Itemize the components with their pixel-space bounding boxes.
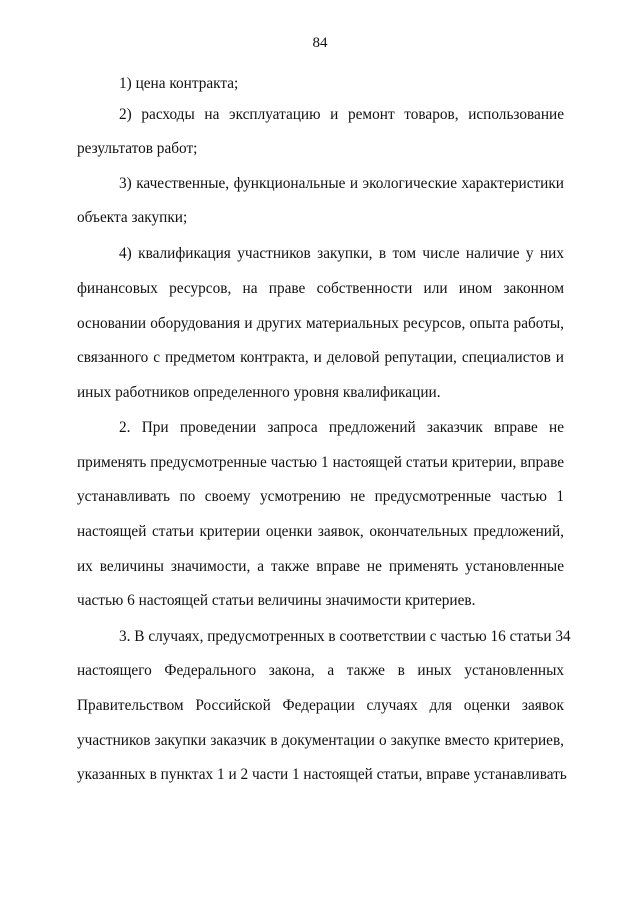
text-line: объекта закупки; [77,209,188,226]
text-line: настоящей статьи критерии оценки заявок, окончательных предложений, [77,523,564,540]
text-line: 2. При проведении запроса предложений заказчик вправе не [119,419,564,436]
page-number: 84 [312,35,328,51]
text-line: иных работников определенного уровня квалификации. [77,384,441,401]
text-line: настоящего Федерального закона, а также в иных установленных [77,662,564,679]
text-line: их величины значимости, а также вправе не применять установленные [77,558,564,575]
text-line: 3) качественные, функциональные и экологические характеристики [119,175,564,192]
text-line: устанавливать по своему усмотрению не предусмотренные частью 1 [77,488,564,505]
text-line: основании оборудования и других материальных ресурсов, опыта работы, [77,315,564,332]
text-line: 1) цена контракта; [119,75,239,92]
text-line: применять предусмотренные частью 1 настоящей статьи критерии, вправе [77,454,564,471]
text-line: связанного с предметом контракта, и деловой репутации, специалистов и [77,349,564,366]
text-line: финансовых ресурсов, на праве собственности или ином законном [77,280,564,297]
text-line: Правительством Российской Федерации случаях для оценки заявок [77,697,564,714]
text-line: участников закупки заказчик в документации о закупке вместо критериев, [77,732,564,749]
text-line: частью 6 настоящей статьи величины значимости критериев. [77,592,476,609]
text-line: результатов работ; [77,140,198,157]
text-line: указанных в пунктах 1 и 2 части 1 настоящей статьи, вправе устанавливать [77,766,567,783]
text-line: 3. В случаях, предусмотренных в соответствии с частью 16 статьи 34 [119,628,571,645]
text-line: 2) расходы на эксплуатацию и ремонт товаров, использование [119,106,564,123]
text-line: 4) квалификация участников закупки, в том числе наличие у них [119,245,564,262]
